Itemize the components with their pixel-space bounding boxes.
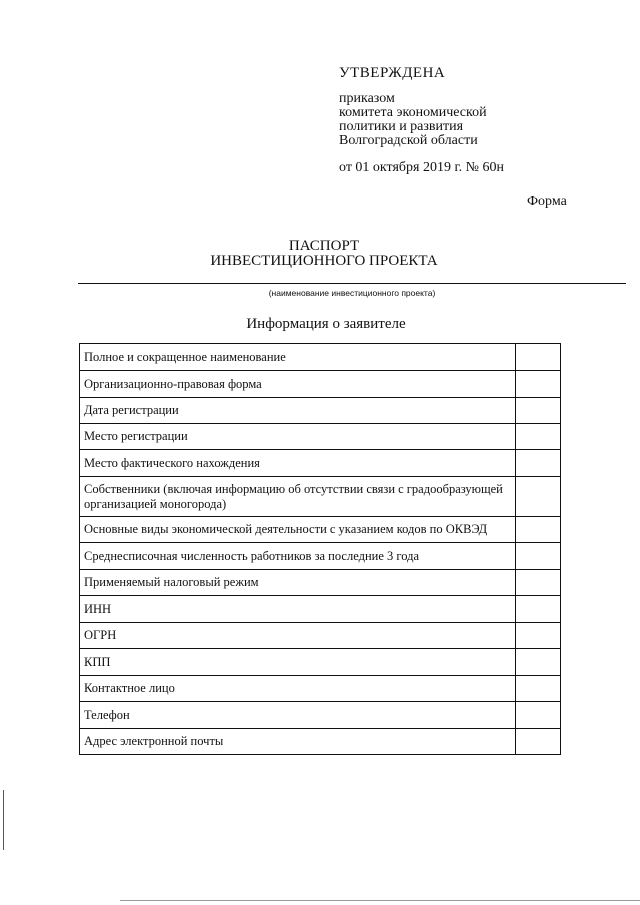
- table-row: [80, 623, 561, 649]
- row-label: Среднесписочная численность работников за последние 3 года: [80, 543, 516, 570]
- approval-body: [339, 92, 504, 148]
- row-value-cell[interactable]: [516, 649, 561, 676]
- table-row: [80, 596, 561, 623]
- table-row: [80, 729, 561, 755]
- project-name-caption: (наименование инвестиционного проекта): [268, 288, 436, 298]
- row-value-cell[interactable]: [516, 543, 561, 570]
- table-row: [80, 424, 561, 450]
- row-label: Дата регистрации: [80, 398, 516, 424]
- approval-date: от 01 октября 2019 г. № 60н: [339, 160, 504, 175]
- row-value-cell[interactable]: [516, 344, 561, 371]
- approval-stamp: [339, 64, 504, 176]
- passport-title-line1: ПАСПОРТ: [288, 238, 360, 254]
- table-row: [80, 517, 561, 543]
- table-row: [80, 649, 561, 676]
- passport-title: [0, 239, 640, 269]
- table-row: [80, 371, 561, 398]
- row-label: Адрес электронной почты: [80, 729, 516, 755]
- table-row: [80, 477, 561, 517]
- form-label: Форма: [527, 194, 567, 209]
- section-title: [0, 316, 640, 333]
- table-row: [80, 344, 561, 371]
- row-label: Контактное лицо: [80, 676, 516, 702]
- project-name-line[interactable]: [78, 283, 626, 284]
- approval-line: политики и развития: [339, 119, 464, 134]
- section-title-text: Информация о заявителе: [246, 316, 406, 332]
- row-label: Место фактического нахождения: [80, 450, 516, 477]
- row-value-cell[interactable]: [516, 371, 561, 398]
- scan-bottom-mark: [120, 900, 640, 901]
- row-value-cell[interactable]: [516, 517, 561, 543]
- approval-line: Волгоградской области: [339, 133, 478, 148]
- table-row: [80, 398, 561, 424]
- applicant-info-table: [79, 343, 561, 755]
- row-value-cell[interactable]: [516, 450, 561, 477]
- row-value-cell[interactable]: [516, 729, 561, 755]
- row-label: Место регистрации: [80, 424, 516, 450]
- row-label: Собственники (включая информацию об отсутствии связи с градообразующей организацией моногорода): [80, 477, 516, 517]
- row-value-cell[interactable]: [516, 424, 561, 450]
- approval-line: комитета экономической: [339, 105, 487, 120]
- row-value-cell[interactable]: [516, 596, 561, 623]
- row-value-cell[interactable]: [516, 477, 561, 517]
- scan-edge-mark: [3, 790, 4, 850]
- row-value-cell[interactable]: [516, 623, 561, 649]
- row-label: Телефон: [80, 702, 516, 729]
- row-label: Основные виды экономической деятельности с указанием кодов по ОКВЭД: [80, 517, 516, 543]
- row-label: Применяемый налоговый режим: [80, 570, 516, 596]
- approval-line: приказом: [339, 91, 395, 106]
- table-row: [80, 676, 561, 702]
- row-value-cell[interactable]: [516, 570, 561, 596]
- row-value-cell[interactable]: [516, 398, 561, 424]
- row-label: ОГРН: [80, 623, 516, 649]
- row-label: ИНН: [80, 596, 516, 623]
- row-label: КПП: [80, 649, 516, 676]
- table-row: [80, 570, 561, 596]
- table-row: [80, 450, 561, 477]
- row-label: Организационно-правовая форма: [80, 371, 516, 398]
- row-label: Полное и сокращенное наименование: [80, 344, 516, 371]
- table-row: [80, 702, 561, 729]
- table-row: [80, 543, 561, 570]
- row-value-cell[interactable]: [516, 676, 561, 702]
- approval-title: УТВЕРЖДЕНА: [339, 65, 446, 81]
- passport-title-line2: ИНВЕСТИЦИОННОГО ПРОЕКТА: [210, 253, 438, 269]
- row-value-cell[interactable]: [516, 702, 561, 729]
